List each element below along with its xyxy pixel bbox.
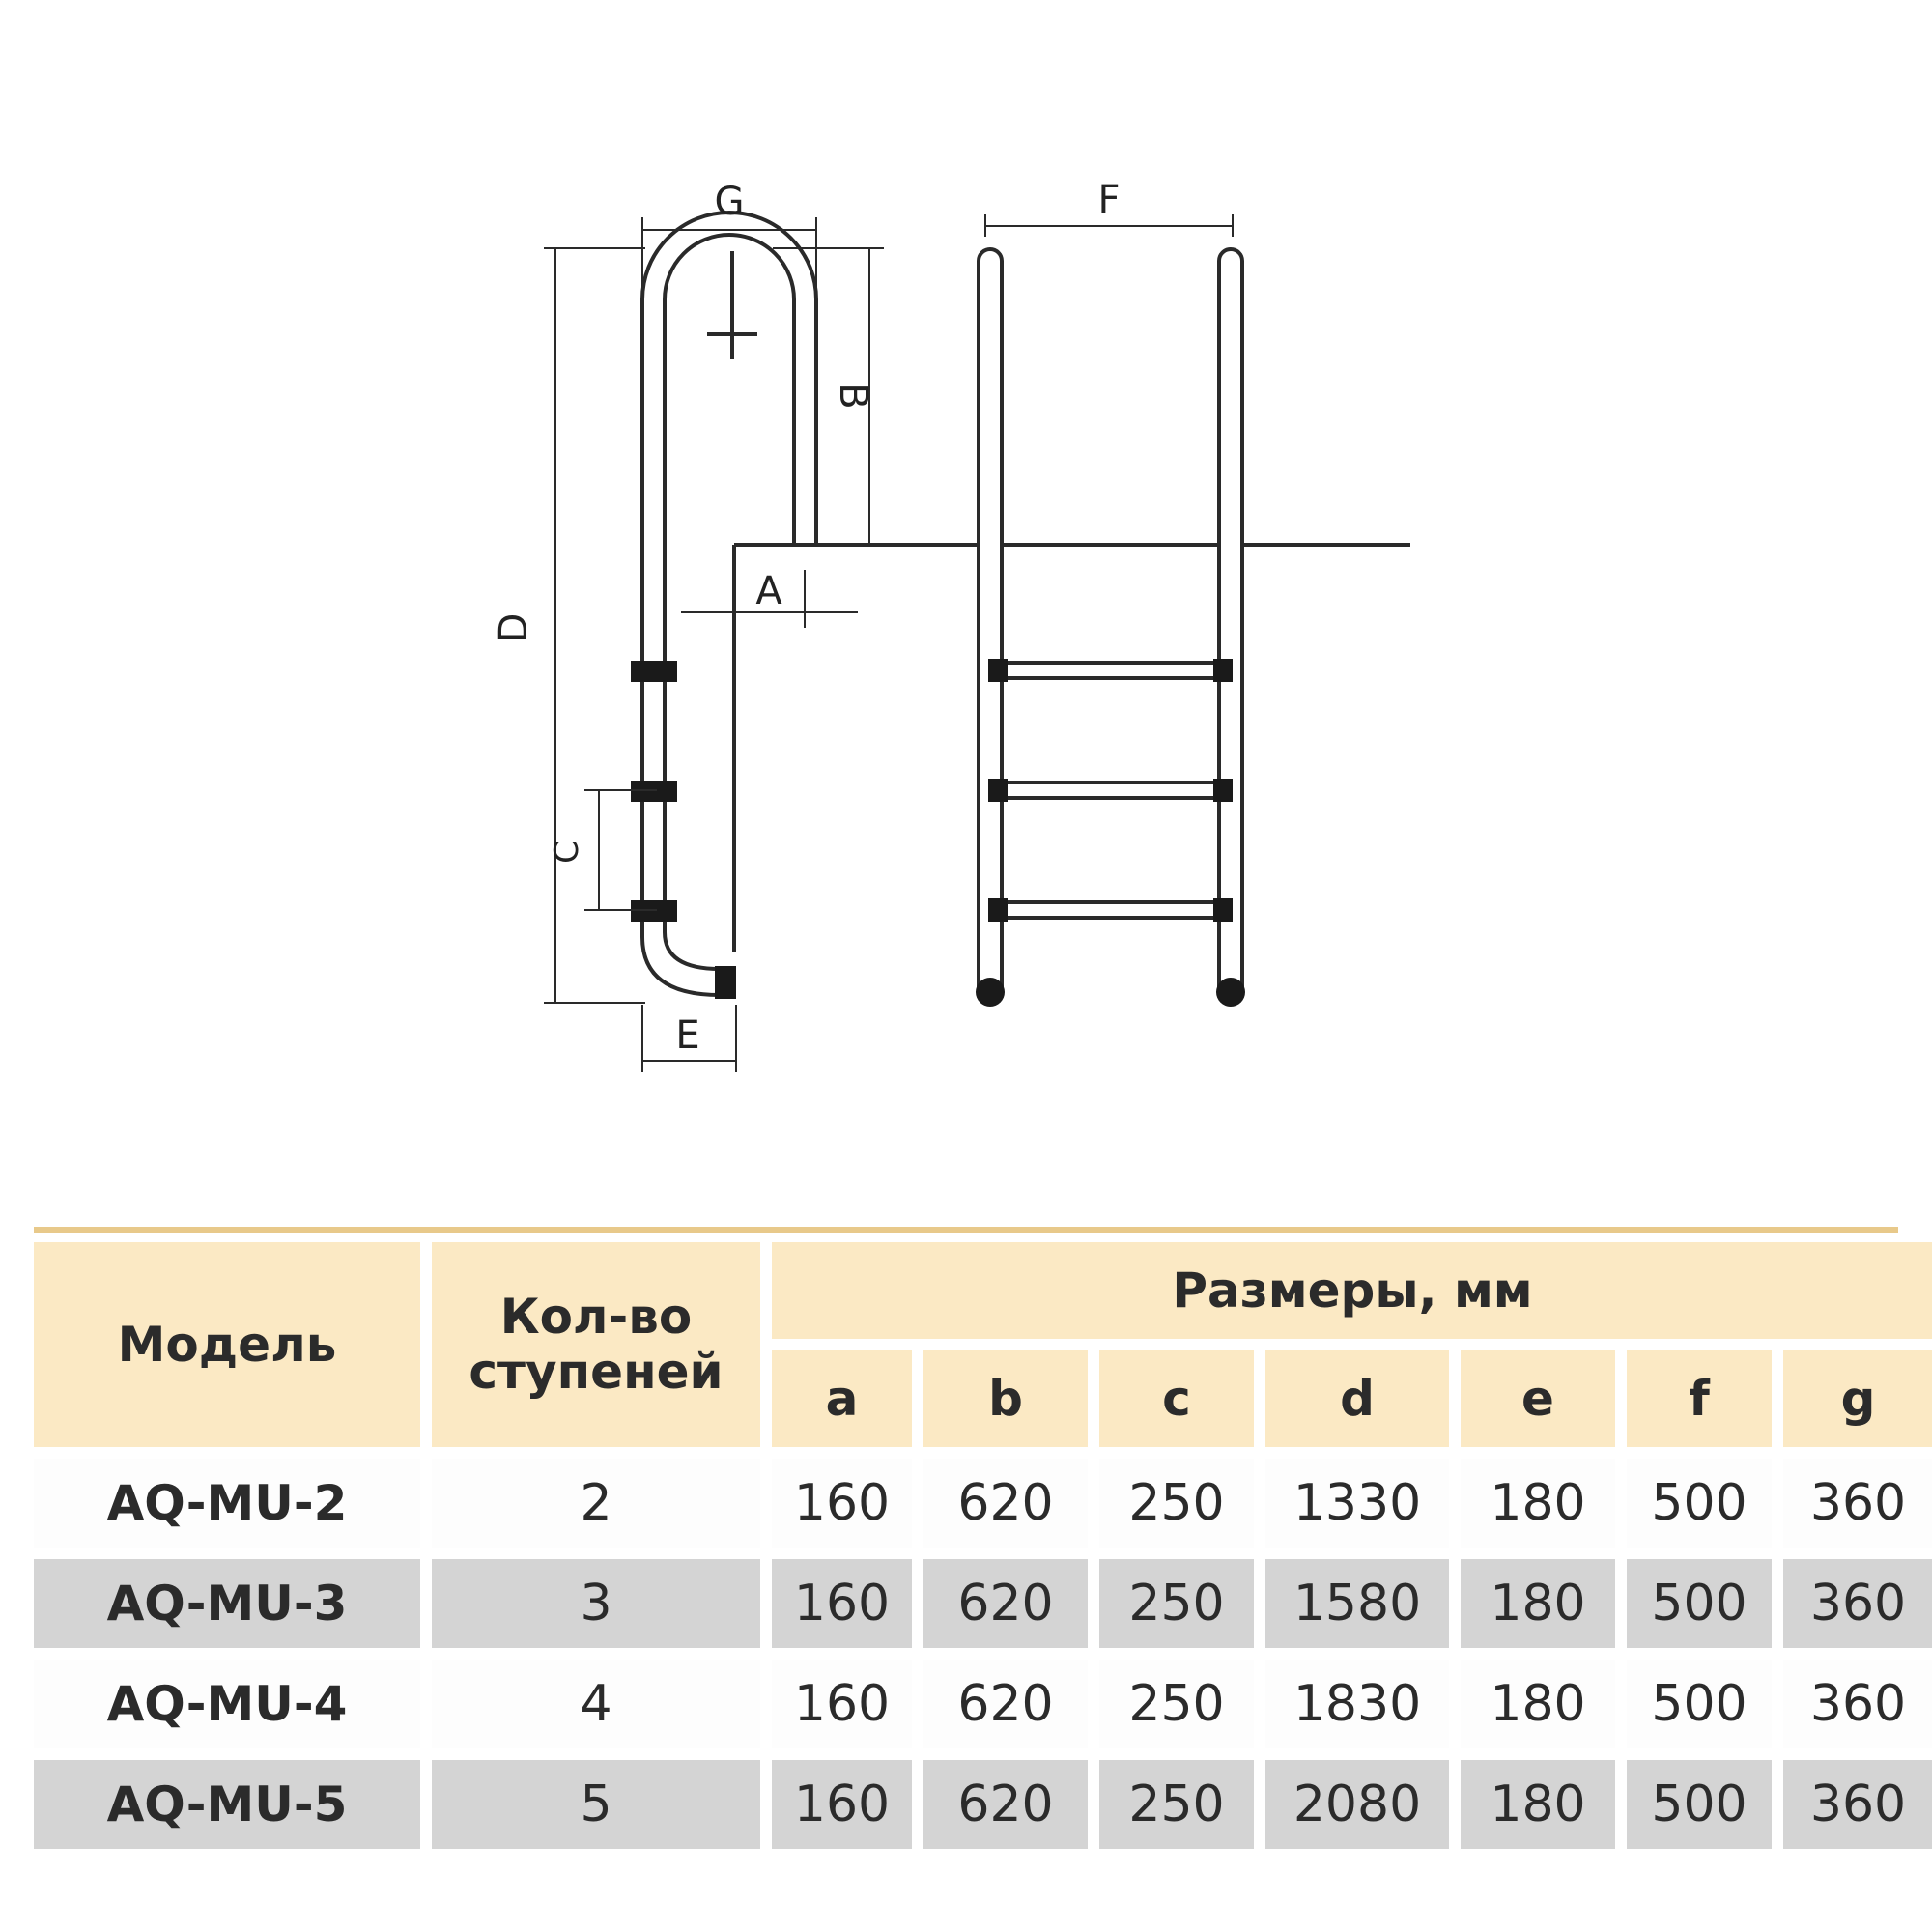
header-steps <box>432 1242 760 1447</box>
front-step <box>988 659 1233 682</box>
header-dim-c: c <box>1099 1350 1254 1447</box>
header-dim-b: b <box>923 1350 1088 1447</box>
cell-model: AQ-MU-5 <box>34 1760 420 1849</box>
cell-f: 500 <box>1627 1660 1772 1748</box>
header-dim-g: g <box>1783 1350 1932 1447</box>
cell-b: 620 <box>923 1660 1088 1748</box>
cell-d: 1830 <box>1265 1660 1449 1748</box>
cell-d: 1580 <box>1265 1559 1449 1648</box>
front-step <box>988 898 1233 922</box>
header-model: Модель <box>34 1242 420 1447</box>
cell-a: 160 <box>772 1459 912 1548</box>
cell-b: 620 <box>923 1760 1088 1849</box>
step-bracket <box>631 661 677 682</box>
table-top-rule <box>34 1227 1898 1233</box>
dimension-g-label: G <box>714 180 745 224</box>
dimension-b <box>773 248 884 545</box>
header-dim-d: d <box>1265 1350 1449 1447</box>
cell-steps: 3 <box>432 1559 760 1648</box>
dimension-e-label: E <box>675 1013 700 1058</box>
cell-e: 180 <box>1461 1660 1615 1748</box>
cell-b: 620 <box>923 1559 1088 1648</box>
cell-b: 620 <box>923 1459 1088 1548</box>
header-sizes: Размеры, мм <box>772 1242 1932 1339</box>
cell-d: 1330 <box>1265 1459 1449 1548</box>
cell-f: 500 <box>1627 1459 1772 1548</box>
cell-model: AQ-MU-3 <box>34 1559 420 1648</box>
dimension-d-label: D <box>492 612 536 643</box>
table-grid <box>34 1242 1907 1849</box>
cell-model: AQ-MU-4 <box>34 1660 420 1748</box>
cell-a: 160 <box>772 1559 912 1648</box>
header-dim-f: f <box>1627 1350 1772 1447</box>
cell-e: 180 <box>1461 1760 1615 1849</box>
cell-a: 160 <box>772 1760 912 1849</box>
dimension-d <box>492 248 645 1003</box>
foot-cap <box>715 966 736 999</box>
header-steps-line2: ступеней <box>469 1344 724 1400</box>
front-step <box>988 779 1233 802</box>
cell-f: 500 <box>1627 1760 1772 1849</box>
cell-c: 250 <box>1099 1459 1254 1548</box>
ladder-side-view <box>631 213 1410 999</box>
cell-e: 180 <box>1461 1459 1615 1548</box>
specification-table <box>34 1227 1907 1849</box>
dimension-f <box>985 178 1233 237</box>
ladder-front-view <box>976 249 1245 1007</box>
dimension-a <box>681 569 858 628</box>
cell-g: 360 <box>1783 1559 1932 1648</box>
dimension-b-label: B <box>831 383 875 410</box>
cell-a: 160 <box>772 1660 912 1748</box>
cell-steps: 5 <box>432 1760 760 1849</box>
cell-c: 250 <box>1099 1559 1254 1648</box>
header-dim-a: a <box>772 1350 912 1447</box>
dimension-e <box>642 1005 736 1072</box>
cell-c: 250 <box>1099 1660 1254 1748</box>
header-steps-line1: Кол-во <box>499 1288 693 1345</box>
cell-steps: 4 <box>432 1660 760 1748</box>
dimension-f-label: F <box>1097 178 1121 222</box>
cell-g: 360 <box>1783 1459 1932 1548</box>
dimension-a-label: A <box>755 569 782 613</box>
cell-g: 360 <box>1783 1660 1932 1748</box>
cell-steps: 2 <box>432 1459 760 1548</box>
cell-f: 500 <box>1627 1559 1772 1648</box>
cell-c: 250 <box>1099 1760 1254 1849</box>
cell-e: 180 <box>1461 1559 1615 1648</box>
cell-g: 360 <box>1783 1760 1932 1849</box>
cell-model: AQ-MU-2 <box>34 1459 420 1548</box>
dimension-c-label: C <box>548 840 586 864</box>
header-dim-e: e <box>1461 1350 1615 1447</box>
cell-d: 2080 <box>1265 1760 1449 1849</box>
